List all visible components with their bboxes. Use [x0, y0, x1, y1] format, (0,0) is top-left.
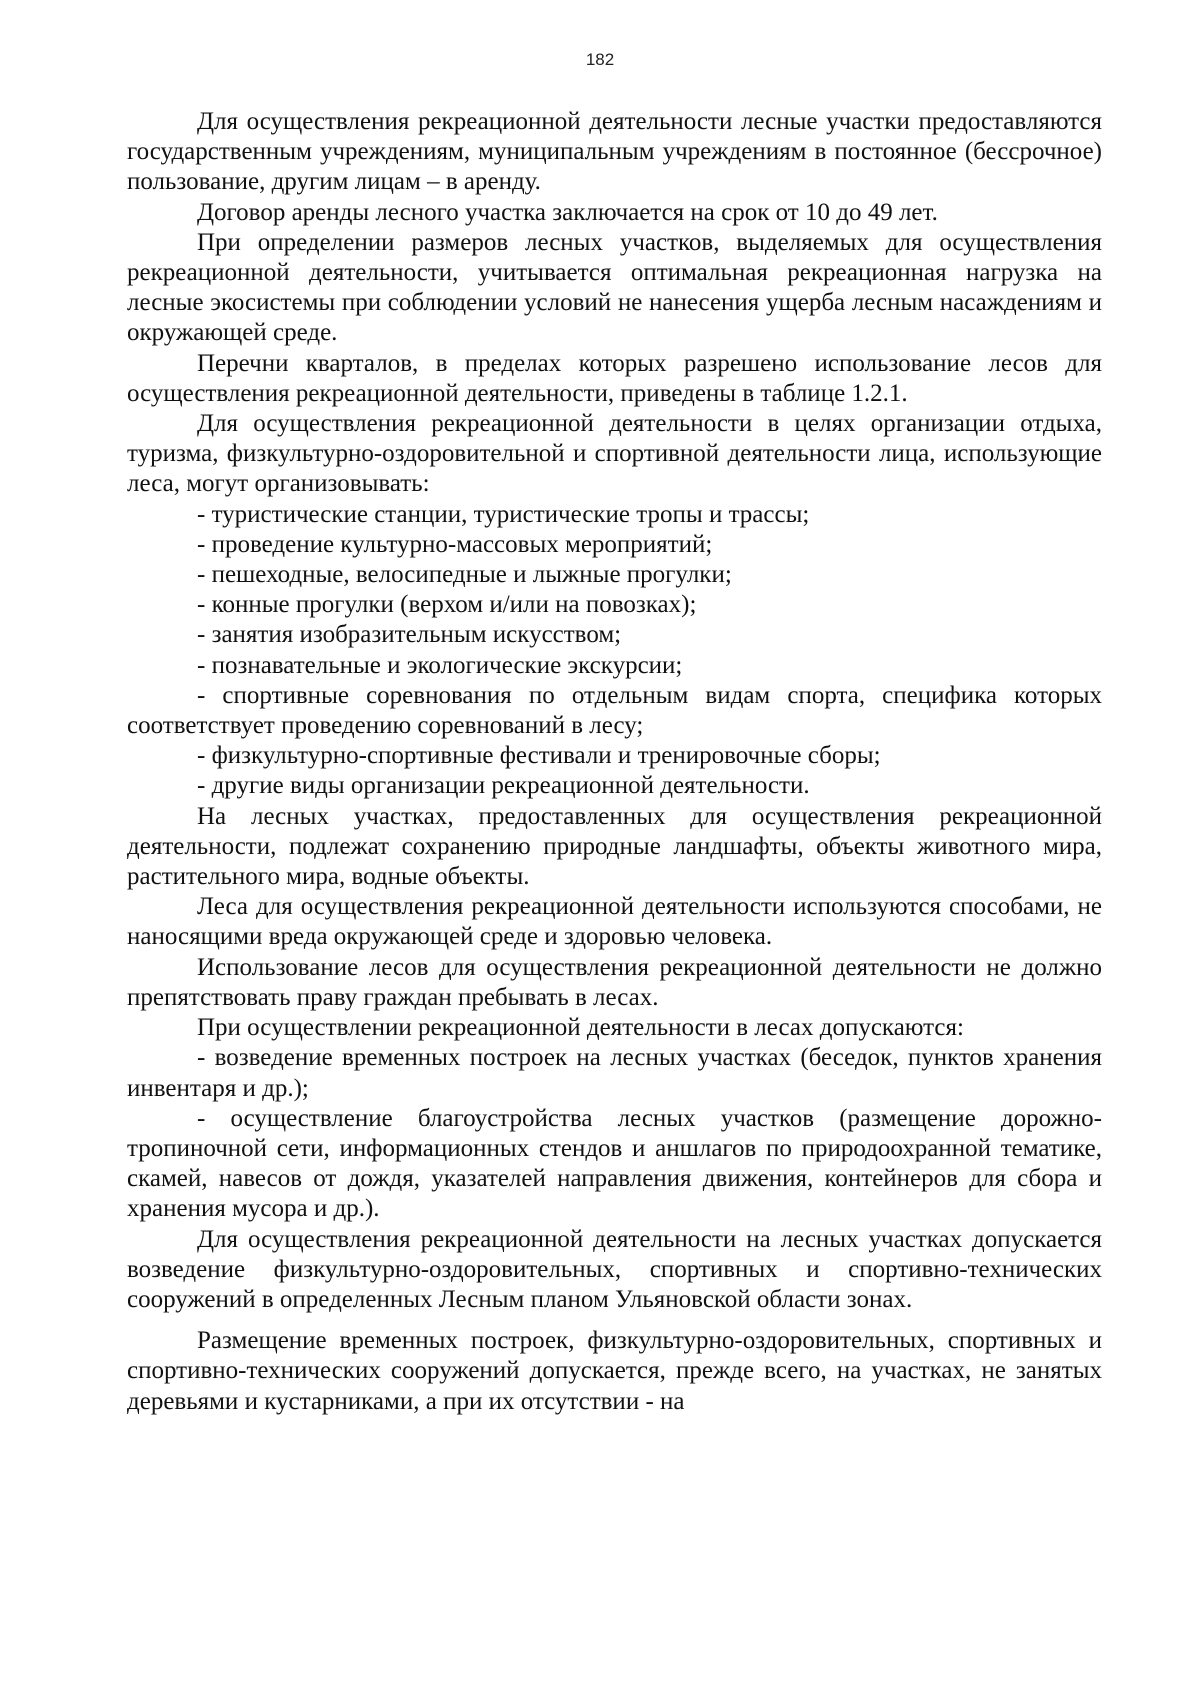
paragraph-lease-provision: Для осуществления рекреационной деятельности лесные участки предоставляются государственным учреждениям, муниципальным учреждениям в постоянное (бессрочное) пользование, другим лицам – в аренду.	[127, 108, 1102, 196]
paragraph-organization-intro: Для осуществления рекреационной деятельности в целях организации отдыха, туризма, физкультурно-оздоровительной и спортивной деятельности лица, использующие леса, могут организовывать:	[127, 410, 1102, 498]
page-number: 182	[585, 50, 615, 69]
paragraph-harmless-methods: Леса для осуществления рекреационной деятельности используются способами, не наносящими вреда окружающей среде и здоровью человека.	[127, 893, 1102, 951]
paragraph-plot-size: При определении размеров лесных участков, выделяемых для осуществления рекреационной деятельности, учитывается оптимальная рекреационная нагрузка на лесные экосистемы при соблюдении условий не нанесения ущерба лесным насаждениям и окружающей среде.	[127, 228, 1102, 347]
list-item: - другие виды организации рекреационной деятельности.	[197, 772, 810, 800]
list-item: - возведение временных построек на лесных участках (беседок, пунктов хранения инвентаря и др.);	[127, 1044, 1102, 1102]
document-body	[127, 107, 1102, 1417]
paragraph-allowed-intro: При осуществлении рекреационной деятельности в лесах допускаются:	[197, 1014, 964, 1042]
paragraph-landscape-preservation: На лесных участках, предоставленных для осуществления рекреационной деятельности, подлежат сохранению природные ландшафты, объекты животного мира, растительного мира, водные объекты.	[127, 802, 1102, 891]
list-item: - физкультурно-спортивные фестивали и тренировочные сборы;	[197, 742, 881, 770]
paragraph-placement: Размещение временных построек, физкультурно-оздоровительных, спортивных и спортивно-технических сооружений допускается, прежде всего, на участках, не занятых деревьями и кустарниками, а при их отсутствии - на	[127, 1327, 1102, 1415]
paragraph-lease-term: Договор аренды лесного участка заключается на срок от 10 до 49 лет.	[197, 198, 938, 226]
list-item: - конные прогулки (верхом и/или на повозках);	[197, 591, 697, 619]
list-item: - занятия изобразительным искусством;	[197, 621, 622, 649]
list-item: - осуществление благоустройства лесных участков (размещение дорожно- тропиночной сети, информационных стендов и аншлагов по природоохранной тематике, скамей, навесов от дождя, указателей направления движения, контейнеров для сбора и хранения мусора и др.).	[127, 1104, 1102, 1223]
paragraph-citizen-rights: Использование лесов для осуществления рекреационной деятельности не должно препятствовать праву граждан пребывать в лесах.	[127, 953, 1102, 1011]
paragraph-sports-facilities: Для осуществления рекреационной деятельности на лесных участках допускается возведение физкультурно-оздоровительных, спортивных и спортивно-технических сооружений в определенных Лесным планом Ульяновской области зонах.	[127, 1225, 1102, 1313]
list-item: - туристические станции, туристические тропы и трассы;	[197, 500, 810, 528]
paragraph-quarters-list: Перечни кварталов, в пределах которых разрешено использование лесов для осуществления рекреационной деятельности, приведены в таблице 1.2.1.	[127, 349, 1102, 407]
list-item: - познавательные и экологические экскурсии;	[197, 651, 683, 679]
list-item: - проведение культурно-массовых мероприятий;	[197, 530, 713, 558]
list-item: - спортивные соревнования по отдельным видам спорта, специфика которых соответствует проведению соревнований в лесу;	[127, 681, 1102, 740]
list-item: - пешеходные, велосипедные и лыжные прогулки;	[197, 561, 732, 589]
